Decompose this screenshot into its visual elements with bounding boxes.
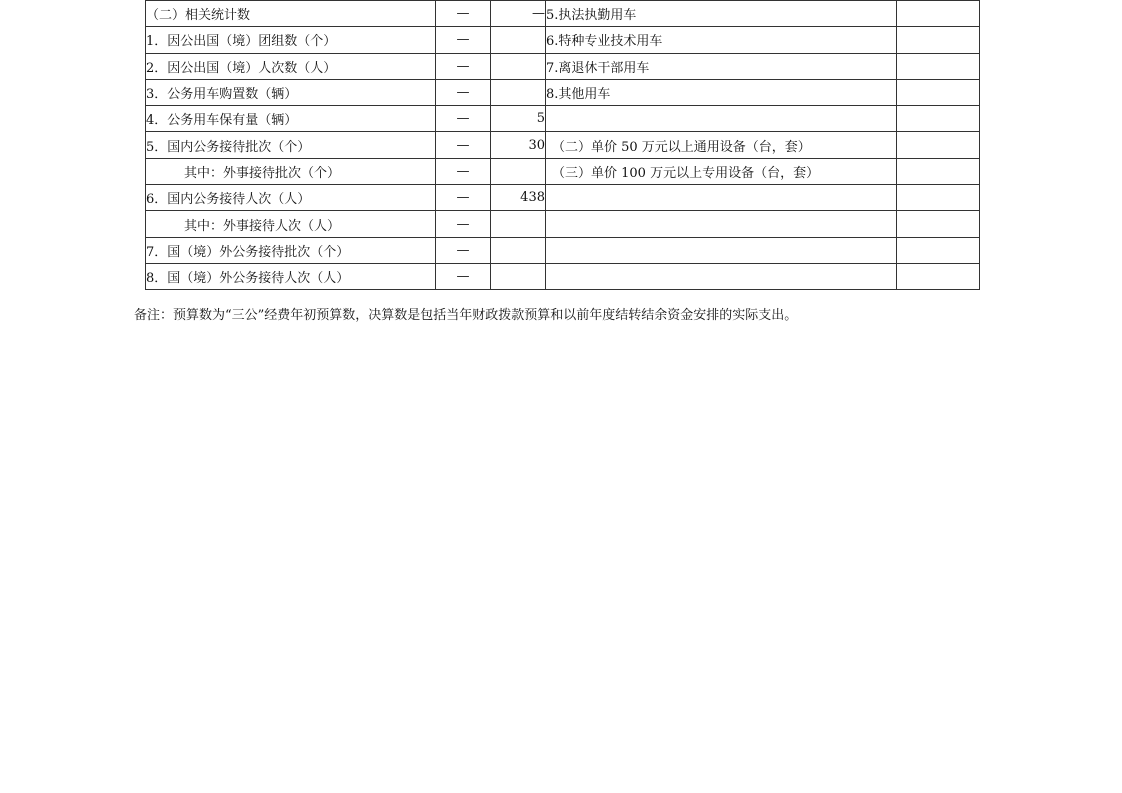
budget-cell: — [436, 79, 491, 105]
footnote: 备注：预算数为“三公”经费年初预算数，决算数是包括当年财政拨款预算和以前年度结转结余资金安排的实际支出。 [134, 308, 798, 323]
right-value-cell [897, 132, 980, 158]
final-value-cell: 5 [491, 106, 546, 132]
final-value-cell: 30 [491, 132, 546, 158]
right-item-label: 8.其他用车 [546, 79, 897, 105]
right-item-label: 7.离退休干部用车 [546, 53, 897, 79]
budget-cell: — [436, 27, 491, 53]
final-value-cell [491, 211, 546, 237]
right-value-cell [897, 185, 980, 211]
budget-cell: — [436, 106, 491, 132]
row-item-label: 其中：外事接待批次（个） [146, 158, 436, 184]
row-item-label: 8．国（境）外公务接待人次（人） [146, 263, 436, 289]
right-value-cell [897, 79, 980, 105]
budget-cell: — [436, 185, 491, 211]
table-row [146, 106, 980, 132]
row-item-label: 2．因公出国（境）人次数（人） [146, 53, 436, 79]
right-item-label: 5.执法执勤用车 [546, 1, 897, 27]
table-row [146, 53, 980, 79]
budget-cell: — [436, 211, 491, 237]
right-value-cell [897, 158, 980, 184]
statistics-table [145, 0, 980, 290]
right-item-label: 6.特种专业技术用车 [546, 27, 897, 53]
budget-cell: — [436, 1, 491, 27]
right-value-cell [897, 211, 980, 237]
row-item-label: 3．公务用车购置数（辆） [146, 79, 436, 105]
statistics-table-body [146, 1, 980, 290]
row-item-label: 6．国内公务接待人次（人） [146, 185, 436, 211]
final-value-cell [491, 79, 546, 105]
right-value-cell [897, 237, 980, 263]
right-value-cell [897, 1, 980, 27]
table-row [146, 263, 980, 289]
right-item-label: （三）单价 100 万元以上专用设备（台，套） [546, 158, 897, 184]
final-value-cell [491, 237, 546, 263]
right-value-cell [897, 263, 980, 289]
row-item-label: 5．国内公务接待批次（个） [146, 132, 436, 158]
row-item-label: 7．国（境）外公务接待批次（个） [146, 237, 436, 263]
row-item-label: 4．公务用车保有量（辆） [146, 106, 436, 132]
budget-cell: — [436, 53, 491, 79]
table-row [146, 237, 980, 263]
right-value-cell [897, 53, 980, 79]
budget-cell: — [436, 132, 491, 158]
budget-cell: — [436, 237, 491, 263]
table-row [146, 27, 980, 53]
right-item-label [546, 237, 897, 263]
table-row [146, 132, 980, 158]
budget-cell: — [436, 158, 491, 184]
budget-cell: — [436, 263, 491, 289]
right-item-label [546, 185, 897, 211]
final-value-cell [491, 263, 546, 289]
table-row [146, 185, 980, 211]
final-value-cell [491, 27, 546, 53]
row-item-label: 其中：外事接待人次（人） [146, 211, 436, 237]
table-row [146, 79, 980, 105]
right-item-label: （二）单价 50 万元以上通用设备（台，套） [546, 132, 897, 158]
table-row [146, 211, 980, 237]
table-row [146, 158, 980, 184]
final-value-cell: 438 [491, 185, 546, 211]
final-value-cell [491, 53, 546, 79]
right-value-cell [897, 27, 980, 53]
table-row [146, 1, 980, 27]
right-item-label [546, 106, 897, 132]
right-value-cell [897, 106, 980, 132]
right-item-label [546, 263, 897, 289]
row-item-label: 1．因公出国（境）团组数（个） [146, 27, 436, 53]
final-value-cell [491, 158, 546, 184]
final-value-cell: — [491, 1, 546, 27]
row-item-label: （二）相关统计数 [146, 1, 436, 27]
right-item-label [546, 211, 897, 237]
